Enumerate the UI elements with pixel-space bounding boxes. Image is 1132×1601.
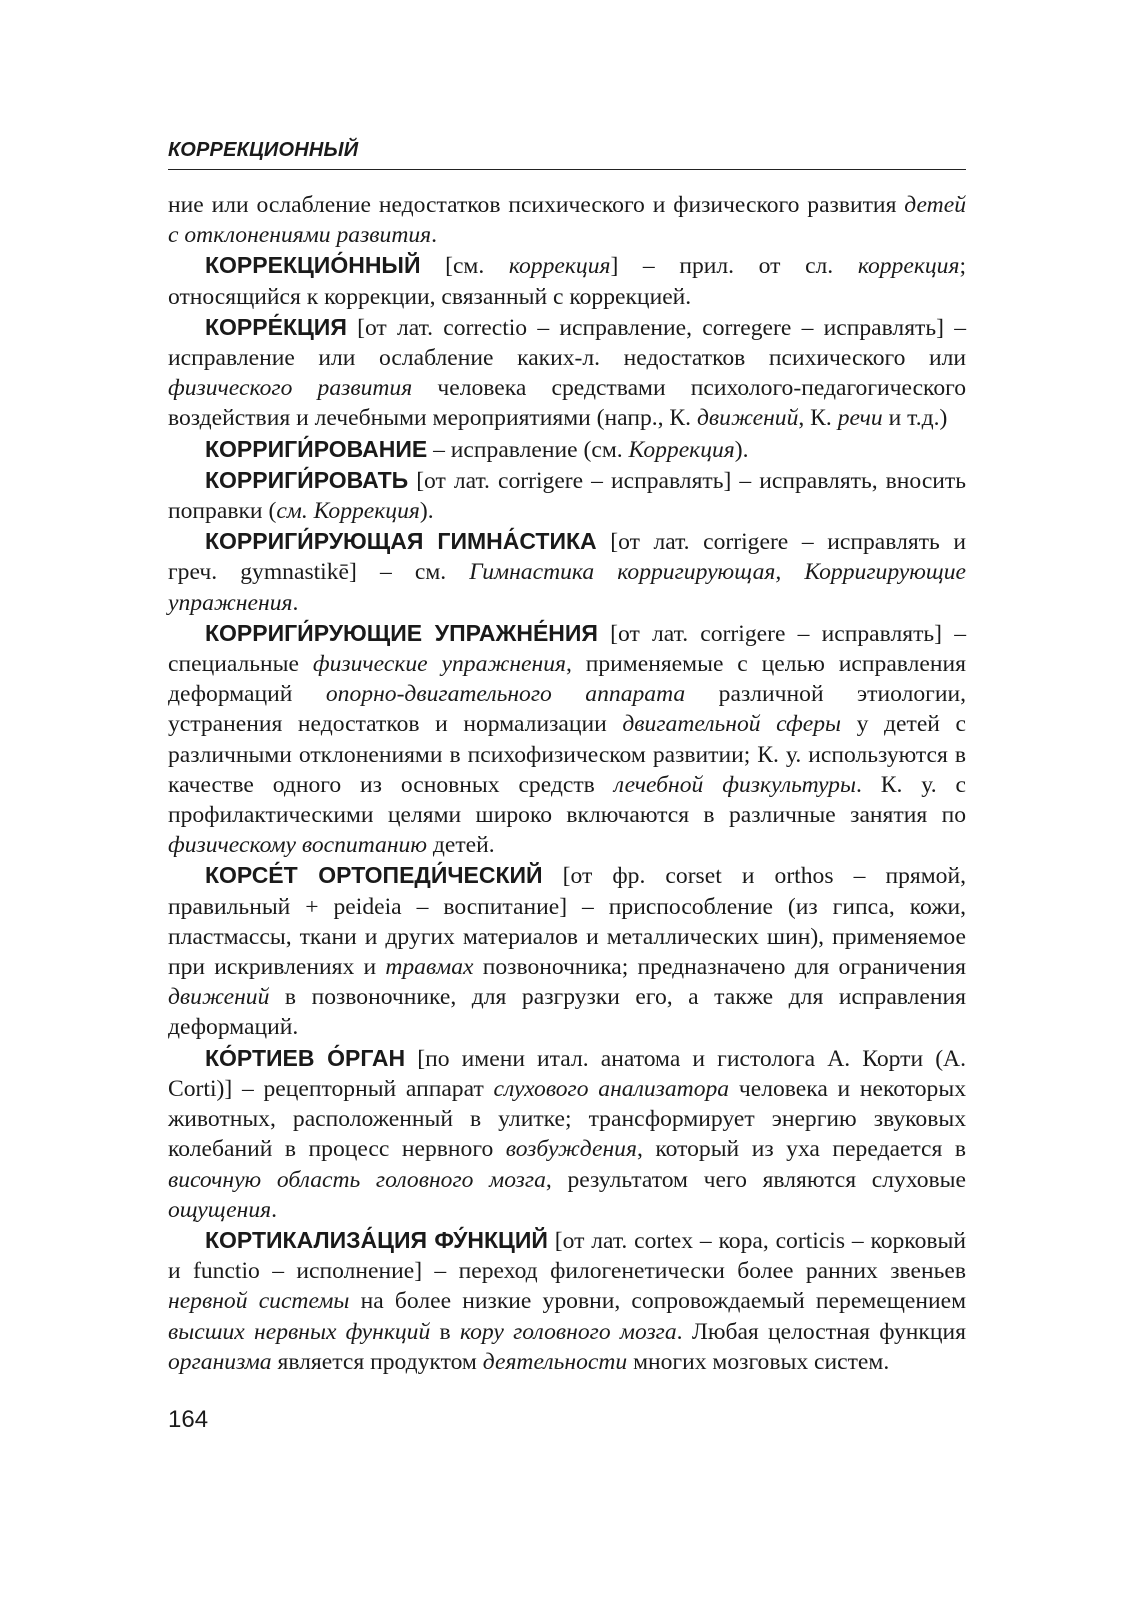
dictionary-entry — [168, 860, 966, 1042]
italic-term: нервной системы — [168, 1288, 350, 1315]
text-run: на более низкие уровни, сопровождаемый перемещением — [349, 1288, 966, 1315]
text-run: ). — [734, 436, 749, 463]
entries-list — [168, 250, 966, 1377]
italic-term: Гимнастика корригирующая, Корригирующие упражнения — [168, 559, 966, 616]
text-run: [от фр. corset и orthos – прямой, правильный + peideia – воспитание] – приспособление (из гипса, кожи, пластмассы, ткани и других материалов и металлических шин), применяемое при искривлениях и — [168, 863, 966, 981]
text-run: детей. — [426, 832, 495, 859]
text-run: [от лат. corrigere – исправлять] – исправлять, вносить поправки ( — [168, 467, 966, 525]
text-run: ние или ослабление недостатков психического и физического развития — [168, 192, 905, 218]
italic-term: кору головного мозга — [459, 1318, 677, 1345]
dictionary-entry — [168, 434, 966, 465]
dictionary-entry — [168, 526, 966, 618]
text-run: [от лат. cortex – кора, corticis – корковый и functio – исполнение] – переход филогенетически более ранних звеньев — [168, 1227, 966, 1285]
italic-term: травмах — [385, 954, 474, 981]
header-rule — [168, 169, 966, 170]
text-run: , К. — [798, 405, 838, 432]
dictionary-entry — [168, 250, 966, 311]
italic-term: ощущения — [168, 1196, 272, 1223]
entry-headword: КОРРИГИ́РОВАТЬ — [205, 466, 409, 493]
page-number: 164 — [168, 1406, 209, 1433]
italic-term: физические упражнения — [312, 651, 566, 678]
text-run: человека и некоторых животных, расположенный в улитке; трансформирует энергию звуковых колебаний в процесс нервного — [168, 1075, 967, 1163]
text-run: [см. — [420, 253, 509, 280]
entry-headword: КОРРЕ́КЦИЯ — [205, 313, 347, 340]
italic-term: движений — [696, 405, 799, 432]
entry-headword: КОРРЕКЦИО́ННЫЙ — [205, 252, 421, 279]
text-run: . Любая целостная функция — [676, 1318, 966, 1345]
text-run: [от лат. corrigere – исправлять и греч. gymnastikē] – см. — [168, 529, 966, 586]
italic-term: высших нервных функций — [168, 1318, 431, 1345]
italic-term: возбуждения — [505, 1136, 637, 1163]
text-run: человека средствами психолого-педагогического воздействия и лечебными мероприятиями (напр., К. — [168, 375, 966, 432]
text-run: ). — [419, 498, 434, 525]
entry-headword: КОРРИГИ́РУЮЩИЕ УПРАЖНЕ́НИЯ — [205, 619, 598, 646]
italic-term: физическому воспитанию — [168, 832, 427, 859]
text-run: является продуктом — [271, 1348, 483, 1375]
text-run: . — [271, 1196, 278, 1223]
text-run: в — [430, 1318, 460, 1345]
entry-headword: КОРСЕ́Т ОРТОПЕДИ́ЧЕСКИЙ — [205, 862, 543, 889]
italic-term: организма — [168, 1348, 272, 1375]
italic-term: двигательной сферы — [622, 711, 842, 738]
text-run: , применяемые с целью исправления деформаций — [168, 651, 966, 708]
text-run: . К. у. с профилактическими целями широко включаются в различные занятия по — [168, 771, 966, 829]
italic-term: детей с отклонениями развития — [168, 192, 966, 249]
text-run: [от лат. corrigere – исправлять] – специальные — [168, 620, 966, 678]
entry-headword: КО́РТИЕВ О́РГАН — [205, 1044, 406, 1071]
dictionary-entry — [168, 1225, 966, 1377]
italic-term: коррекция — [508, 253, 611, 280]
text-run: . — [292, 589, 299, 616]
italic-term: деятельности — [482, 1348, 628, 1375]
text-run: , результатом чего являются слуховые — [545, 1166, 966, 1193]
italic-term: физического развития — [168, 375, 413, 402]
text-run: . — [431, 222, 438, 249]
dictionary-entry — [168, 312, 966, 434]
italic-term: лечебной физкультуры — [613, 771, 856, 798]
text-run: [от лат. correctio – исправление, corregere – исправлять] – исправление или ослабление каких-л. недостатков психического или — [168, 314, 966, 372]
text-run: – исправление (см. — [427, 436, 629, 463]
text-run: [по имени итал. анатома и гистолога А. Корти (A. Corti)] – рецепторный аппарат — [168, 1045, 966, 1102]
dictionary-entry — [168, 618, 966, 861]
italic-term: см. Коррекция — [276, 498, 420, 525]
text-run: , который из уха передается в — [636, 1136, 967, 1163]
dictionary-entry — [168, 465, 966, 526]
entry-headword: КОРТИКАЛИЗА́ЦИЯ ФУ́НКЦИЙ — [205, 1226, 548, 1253]
text-run: различной этиологии, устранения недостатков и нормализации — [168, 681, 966, 738]
continuation-paragraph — [168, 190, 966, 250]
text-run: ] – прил. от сл. — [610, 253, 858, 280]
italic-term: движений — [168, 984, 270, 1011]
text-run: в позвоночнике, для разгрузки его, а также для исправления деформаций. — [168, 984, 966, 1041]
text-run: и т.д.) — [882, 405, 948, 432]
entry-headword: КОРРИГИ́РОВАНИЕ — [205, 435, 428, 462]
italic-term: опорно-двигательного аппарата — [325, 681, 686, 708]
italic-term: слухового анализатора — [493, 1075, 730, 1102]
italic-term: височную область головного мозга — [168, 1166, 546, 1193]
dictionary-entry — [168, 1043, 966, 1225]
text-run: у детей с различными отклонениями в психофизическом развитии; К. у. используются в качестве одного из основных средств — [168, 711, 966, 798]
text-run: многих мозговых систем. — [627, 1348, 890, 1375]
italic-term: речи — [837, 405, 883, 432]
entry-headword: КОРРИГИ́РУЮЩАЯ ГИМНА́СТИКА — [205, 528, 597, 555]
text-run: позвоночника; предназначено для ограничения — [473, 954, 966, 981]
running-head: КОРРЕКЦИОННЫЙ — [168, 139, 359, 161]
dictionary-text — [168, 190, 966, 1377]
text-run: ; относящийся к коррекции, связанный с коррекцией. — [168, 253, 966, 310]
italic-term: Коррекция — [628, 436, 735, 463]
italic-term: коррекция — [857, 253, 960, 280]
